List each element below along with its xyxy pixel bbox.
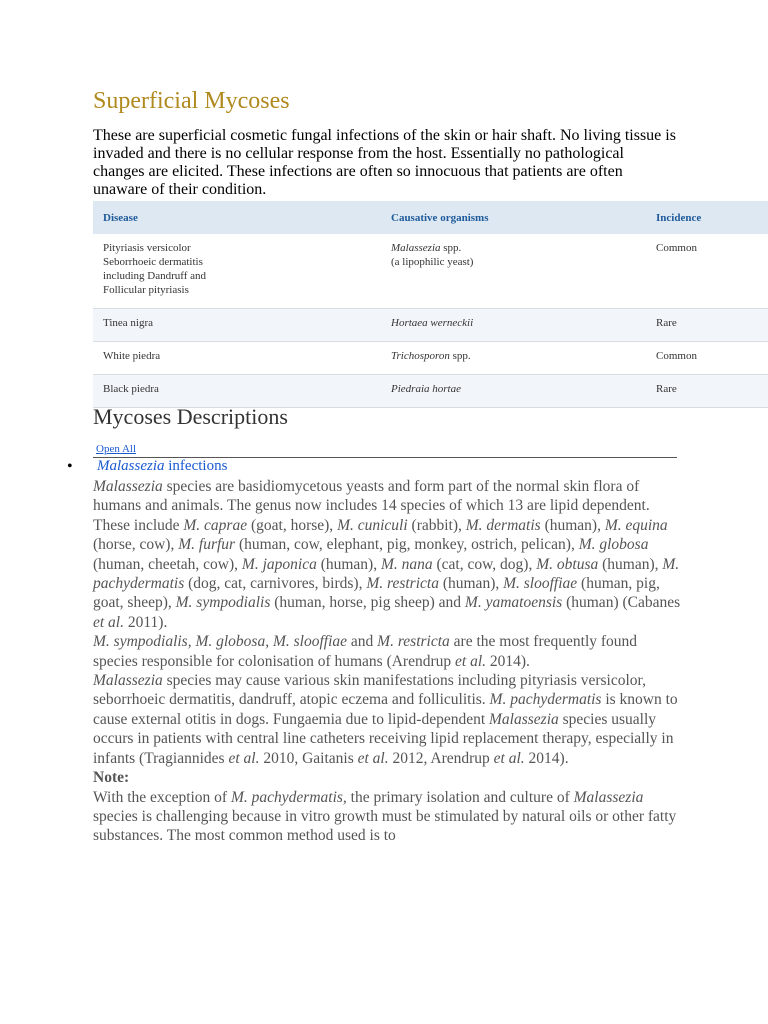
section-title-suffix: infections	[164, 458, 228, 474]
header-disease: Disease	[93, 201, 381, 234]
cell-organism	[381, 309, 646, 342]
text-span: Malassezia	[489, 710, 559, 728]
cell-organism	[381, 234, 646, 309]
paragraph-note	[93, 788, 683, 846]
table-row	[93, 309, 768, 342]
text-span: M. restricta	[366, 575, 439, 593]
organism-name: Hortaea werneckii	[391, 317, 474, 329]
cell-incidence: Common	[646, 234, 768, 309]
text-span: (goat, horse),	[247, 516, 338, 534]
text-span: species is challenging because in vitro growth must be stimulated by natural oils or other fatty substances. The most common method used is to	[93, 807, 677, 845]
organism-name: Piedraia hortae	[391, 383, 461, 395]
text-span: species are basidiomycetous yeasts and form part of the normal skin flora of humans and animals. The genus now includes 14 species of which 13 are lipid dependent. These include	[93, 478, 650, 534]
text-span: M. pachydermatis,	[230, 788, 347, 806]
header-causative-organisms: Causative organisms	[381, 201, 646, 234]
disease-line: including Dandruff and	[103, 270, 207, 282]
text-span: (human),	[598, 555, 663, 573]
text-span: M. slooffiae	[503, 575, 578, 593]
text-span: and	[347, 633, 378, 651]
text-span: species usually occurs in patients with central line catheters receiving lipid replacement therapy, especially in infants (Tragiannides	[93, 710, 674, 767]
descriptions-heading: Mycoses Descriptions	[93, 404, 288, 429]
text-span: M. nana	[380, 555, 433, 573]
organism-suffix: spp.	[449, 350, 471, 362]
text-span: M. equina	[604, 516, 668, 534]
text-span: (human),	[438, 575, 504, 593]
section-title-genus: Malassezia	[97, 458, 165, 474]
bullet-icon: •	[67, 458, 73, 475]
text-span: 2014).	[524, 749, 569, 767]
text-span: (human),	[540, 516, 605, 534]
text-span: M. sympodialis, M. globosa, M. slooffiae	[93, 633, 348, 651]
cell-disease	[93, 234, 381, 309]
text-span: M. caprae	[183, 516, 248, 534]
paragraph-colonisation	[93, 632, 683, 671]
text-span: 2014).	[486, 652, 530, 670]
text-span: M. obtusa	[536, 555, 599, 573]
malassezia-description	[93, 477, 683, 846]
text-span: Malassezia	[573, 788, 644, 806]
organism-line	[391, 241, 646, 255]
text-span: (dog, cat, carnivores, birds),	[184, 575, 367, 593]
cell-incidence: Common	[646, 342, 768, 375]
text-span: M. pachydermatis	[93, 555, 680, 593]
header-incidence: Incidence	[646, 201, 768, 234]
malassezia-infections-toggle[interactable]	[97, 457, 227, 475]
text-span: M. dermatis	[465, 516, 541, 534]
text-span: M. pachydermatis	[489, 691, 602, 709]
text-span: (human, pig, goat, sheep),	[93, 575, 660, 612]
text-span: M. furfur	[178, 536, 236, 554]
cell-disease: Black piedra	[93, 375, 381, 408]
organism-name: Malassezia	[391, 242, 441, 254]
disease-line: Pityriasis versicolor	[103, 242, 191, 254]
paragraph-manifestations	[93, 671, 683, 768]
text-span: species may cause various skin manifestations including pityriasis versicolor, seborrhoeic dermatitis, dandruff, atopic eczema and folliculitis.	[93, 672, 646, 709]
text-span: (human, cow, elephant, pig, monkey, ostrich, pelican),	[235, 536, 579, 554]
mycoses-table	[93, 201, 768, 408]
disease-line: Seborrhoeic dermatitis	[103, 256, 203, 268]
note-label: Note:	[93, 769, 130, 787]
text-span: are the most frequently found species responsible for colonisation of humans (Arendrup	[93, 633, 638, 670]
text-span: the primary isolation and culture of	[346, 788, 574, 806]
table-row	[93, 342, 768, 375]
text-span: (human),	[316, 555, 381, 573]
cell-organism	[381, 342, 646, 375]
text-span: Malassezia	[93, 672, 163, 690]
text-span: (rabbit),	[407, 516, 466, 534]
text-span: et al.	[357, 749, 389, 767]
organism-note: (a lipophilic yeast)	[391, 256, 474, 268]
cell-incidence: Rare	[646, 309, 768, 342]
text-span: (horse, cow),	[93, 536, 179, 554]
cell-incidence: Rare	[646, 375, 768, 408]
cell-organism	[381, 375, 646, 408]
text-span: M. cuniculi	[337, 516, 408, 534]
open-all-link[interactable]: Open All	[96, 443, 137, 455]
text-span: Malassezia	[93, 478, 163, 495]
text-span: et al.	[455, 652, 487, 670]
text-span: (cat, cow, dog),	[432, 555, 537, 573]
text-span: M. yamatoensis	[464, 594, 563, 612]
cell-disease: White piedra	[93, 342, 381, 375]
table-row	[93, 234, 768, 309]
paragraph-species-list	[93, 477, 683, 632]
text-span: is known to cause external otitis in dogs. Fungaemia due to lipid-dependent	[93, 691, 678, 728]
text-span: M. japonica	[241, 555, 317, 573]
cell-disease: Tinea nigra	[93, 309, 381, 342]
page-title: Superficial Mycoses	[93, 88, 290, 114]
text-span: et al.	[493, 749, 525, 767]
text-span: 2010, Gaitanis	[259, 749, 358, 767]
text-span: 2011).	[124, 613, 168, 631]
text-span: et al.	[228, 749, 260, 767]
text-span: M. restricta	[377, 633, 450, 651]
disease-line: Follicular pityriasis	[103, 284, 189, 296]
text-span: 2012, Arendrup	[388, 749, 494, 767]
text-span: (human, cheetah, cow),	[93, 555, 242, 573]
text-span: M. sympodialis	[175, 594, 271, 612]
organism-name: Trichosporon	[391, 350, 450, 362]
organism-suffix: spp.	[440, 242, 462, 254]
text-span: (human, horse, pig sheep) and	[270, 594, 465, 612]
table-header-row	[93, 201, 768, 234]
text-span: (human) (Cabanes	[562, 594, 681, 612]
mycoses-table-container	[93, 201, 768, 408]
text-span: M. globosa	[578, 536, 649, 554]
intro-paragraph: These are superficial cosmetic fungal infections of the skin or hair shaft. No living tissue is invaded and there is no cellular response from the host. Essentially no pathological changes are elicited. These infections are often so innocuous that patients are often unaware of their condition.	[93, 127, 676, 198]
text-span: With the exception of	[93, 788, 231, 806]
text-span: et al.	[93, 613, 124, 631]
